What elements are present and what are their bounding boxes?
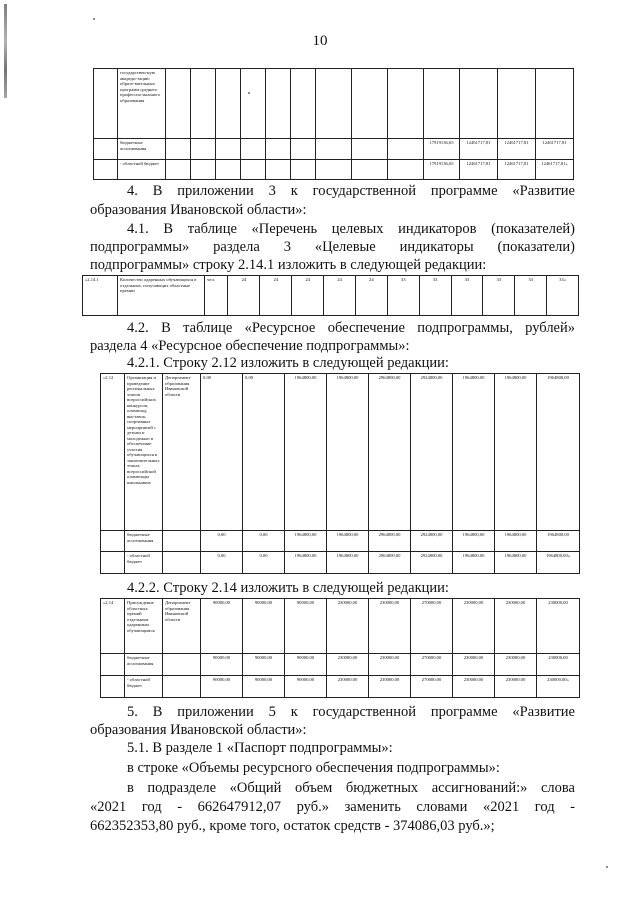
row-label: бюджетные ассигнования xyxy=(125,654,163,676)
row-label: - областной бюджет xyxy=(118,160,166,180)
row-label: - областной бюджет xyxy=(125,552,163,574)
cell: 33 xyxy=(387,276,419,316)
cell: 1964800,00 xyxy=(453,552,495,574)
cell: 230000,00 xyxy=(369,654,411,676)
cell: 90000,00 xyxy=(201,599,243,654)
table-row xyxy=(101,676,580,698)
cell: 230000,00 xyxy=(327,676,369,698)
cell: 33» xyxy=(547,276,579,316)
cell: 24 xyxy=(260,276,292,316)
cell: 12461717,81 xyxy=(460,139,498,160)
table-continuation xyxy=(93,68,574,180)
activity-name: Присуждение областных премий отдельным одаренным обучающимся xyxy=(125,599,163,654)
cell: 1964800,00 xyxy=(453,531,495,552)
indicator-table xyxy=(82,275,579,316)
cell: 90000,00 xyxy=(201,676,243,698)
cell: 33 xyxy=(483,276,515,316)
cell: 0,00 xyxy=(243,374,285,531)
cell: 0,00 xyxy=(243,552,285,574)
row-number: «2.14.1 xyxy=(83,276,118,316)
executor: Департамент образования Ивановской области xyxy=(163,374,201,531)
table-row xyxy=(101,599,580,654)
cell: 0,00 xyxy=(201,374,243,531)
paragraph: образования Ивановской области»: xyxy=(90,202,307,218)
cell: 2924800,00 xyxy=(411,552,453,574)
cell: 24 xyxy=(324,276,356,316)
cell: 270000,00 xyxy=(411,676,453,698)
cell: 230000,00 xyxy=(327,599,369,654)
paragraph: 4. В приложении 3 к государственной программе «Развитие xyxy=(127,183,575,199)
cell: 230000,00 xyxy=(453,599,495,654)
cell: 12461717,81 xyxy=(460,160,498,180)
row-label: бюджетные ассигнования xyxy=(118,139,166,160)
cell: 1964800,00 xyxy=(327,531,369,552)
row-label: бюджетные ассигнования xyxy=(125,531,163,552)
cell: 1964800,00 xyxy=(453,374,495,531)
scan-edge-mark xyxy=(4,4,7,98)
cell xyxy=(460,69,498,139)
resource-table-2-12 xyxy=(100,373,580,574)
table-row xyxy=(101,654,580,676)
cell: 33 xyxy=(451,276,483,316)
cell: 230000,00 xyxy=(327,654,369,676)
cell: 230000,00 xyxy=(495,599,537,654)
cell: 2964800,00 xyxy=(369,531,411,552)
cell: 1964800,00» xyxy=(537,552,580,574)
paragraph: подпрограммы» раздела 3 «Целевые индикаторы (показатели) xyxy=(90,239,575,255)
table-row xyxy=(101,552,580,574)
scan-speck xyxy=(93,18,95,20)
cell: 0,00 xyxy=(243,531,285,552)
cell: 230000,00 xyxy=(537,599,580,654)
cell: 1964800,00 xyxy=(537,374,580,531)
paragraph: 5. В приложении 5 к государственной программе «Развитие xyxy=(127,704,575,720)
cell: 1964800,00 xyxy=(327,374,369,531)
cell: 1964800,00 xyxy=(495,552,537,574)
paragraph: «2021 год - 662647912,07 руб.» заменить словами «2021 год - xyxy=(90,799,575,815)
paragraph: 662352353,80 руб., кроме того, остаток средств - 374086,03 руб.»; xyxy=(90,818,495,834)
cell: 2924800,00 xyxy=(411,531,453,552)
cell: 12461717,81 xyxy=(536,139,574,160)
row-label: - областной бюджет xyxy=(125,676,163,698)
cell: 0,00 xyxy=(201,531,243,552)
paragraph: подпрограммы» строку 2.14.1 изложить в следующей редакции: xyxy=(90,257,487,273)
paragraph: 5.1. В разделе 1 «Паспорт подпрограммы»: xyxy=(127,740,393,756)
cell: 1964800,00 xyxy=(495,374,537,531)
cell: 90000,00 xyxy=(243,654,285,676)
cell: 24 xyxy=(355,276,387,316)
cell: 90000,00 xyxy=(243,676,285,698)
cell: 2964800,00 xyxy=(369,552,411,574)
cell: 33 xyxy=(419,276,451,316)
cell: 17919136,65 xyxy=(424,139,460,160)
cell: 2924800,00 xyxy=(411,374,453,531)
row-label: государствен-ную аккреди-тацию образо-вательных программ среднего профессио-нального образования xyxy=(118,69,166,139)
cell: 90000,00 xyxy=(285,676,327,698)
cell: 230000,00 xyxy=(369,676,411,698)
scan-speck xyxy=(606,866,608,868)
cell: 1964800,00 xyxy=(327,552,369,574)
table-row xyxy=(94,69,574,139)
paragraph: образования Ивановской области»: xyxy=(90,722,307,738)
cell: 230000,00 xyxy=(369,599,411,654)
cell xyxy=(424,69,460,139)
cell: 230000,00 xyxy=(495,654,537,676)
cell: 230000,00 xyxy=(453,654,495,676)
cell: 90000,00 xyxy=(285,654,327,676)
cell: 12461717,81» xyxy=(536,160,574,180)
paragraph: в строке «Объемы ресурсного обеспечения подпрограммы»: xyxy=(127,760,500,776)
paragraph: 4.2.2. Строку 2.14 изложить в следующей редакции: xyxy=(127,580,449,596)
table-row xyxy=(83,276,579,316)
activity-name: Организация и проведение региональных этапов всероссийских конкурсов, олимпиад, выставок, спортивных мероприятий с детьми и молодежью в обеспечение участия обучающихся в заключительных этапах всероссийской олимпиады школьников xyxy=(125,374,163,531)
cell: 1964800,00 xyxy=(537,531,580,552)
cell: 90000,00 xyxy=(201,654,243,676)
cell: 2964800,00 xyxy=(369,374,411,531)
paragraph: раздела 4 «Ресурсное обеспечение подпрограммы»: xyxy=(90,338,410,354)
row-number: «2.12 xyxy=(101,374,125,531)
table-row xyxy=(94,160,574,180)
indicator-name: Количество одаренных обучающихся в отдельных, получающих областные премии xyxy=(118,276,205,316)
table-row xyxy=(94,139,574,160)
cell xyxy=(536,69,574,139)
cell: 17919136,65 xyxy=(424,160,460,180)
cell: 12461717,81 xyxy=(498,160,536,180)
cell: 1964800,00 xyxy=(495,531,537,552)
cell: 230000,00» xyxy=(537,676,580,698)
cell: 90000,00 xyxy=(285,599,327,654)
cell: 24 xyxy=(228,276,260,316)
cell: 33 xyxy=(515,276,547,316)
cell: 0,00 xyxy=(201,552,243,574)
paragraph: 4.1. В таблице «Перечень целевых индикаторов (показателей) xyxy=(127,221,575,237)
paragraph: в подразделе «Общий объем бюджетных ассигнований:» слова xyxy=(127,780,575,796)
paragraph: 4.2.1. Строку 2.12 изложить в следующей редакции: xyxy=(127,355,449,371)
executor: Департамент образования Ивановской области xyxy=(163,599,201,654)
cell: 12461717,81 xyxy=(498,139,536,160)
cell: 230000,00 xyxy=(537,654,580,676)
paragraph: 4.2. В таблице «Ресурсное обеспечение подпрограммы, рублей» xyxy=(127,320,575,336)
table-row xyxy=(101,531,580,552)
cell xyxy=(498,69,536,139)
resource-table-2-14 xyxy=(100,598,580,698)
cell: 24 xyxy=(292,276,324,316)
table-row xyxy=(101,374,580,531)
cell: 230000,00 xyxy=(453,676,495,698)
cell: 90000,00 xyxy=(243,599,285,654)
unit: чел. xyxy=(205,276,228,316)
cell: 270000,00 xyxy=(411,654,453,676)
cell: 230000,00 xyxy=(495,676,537,698)
cell: 1964800,00 xyxy=(285,531,327,552)
page-number: 10 xyxy=(312,33,328,49)
cell: 1964800,00 xyxy=(285,552,327,574)
cell: 1964800,00 xyxy=(285,374,327,531)
row-number: «2.14 xyxy=(101,599,125,654)
cell: 270000,00 xyxy=(411,599,453,654)
